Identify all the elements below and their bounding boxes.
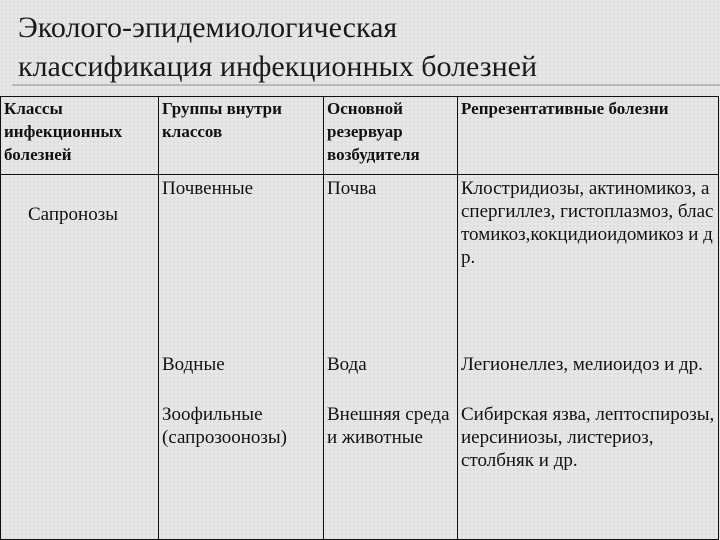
group-cell: Почвенные	[159, 175, 324, 353]
title-line-1: Эколого-эпидемиологическая	[18, 11, 398, 44]
diseases-cell: Клостридиозы, актиномикоз, аспергиллез, гистоплазмоз, бластомикоз,кокцидиоидомикоз и др.	[458, 175, 719, 353]
reservoir-cell: Почва	[324, 175, 458, 353]
title-line-2: классификация инфекционных болезней	[18, 50, 537, 83]
header-classes: Классы инфекционных болезней	[1, 97, 159, 175]
class-cell	[1, 175, 159, 540]
slide-title	[18, 8, 718, 86]
reservoir-cell: Вода	[324, 353, 458, 403]
diseases-cell: Легионеллез, мелиоидоз и др.	[458, 353, 719, 403]
reservoir-cell: Внешняя среда и животные	[324, 403, 458, 540]
classification-table	[0, 96, 719, 540]
header-diseases: Репрезентативные болезни	[458, 97, 719, 175]
table-header-row	[1, 97, 719, 175]
class-sapronoses: Сапронозы	[28, 204, 118, 225]
table-row	[1, 175, 719, 353]
diseases-cell: Сибирская язва, лептоспирозы, иерсиниозы, листериоз, столбняк и др.	[458, 403, 719, 540]
title-divider	[12, 84, 720, 86]
header-reservoir: Основной резервуар возбудителя	[324, 97, 458, 175]
header-groups: Группы внутри классов	[159, 97, 324, 175]
group-cell: Зоофильные (сапрозоонозы)	[159, 403, 324, 540]
group-cell: Водные	[159, 353, 324, 403]
